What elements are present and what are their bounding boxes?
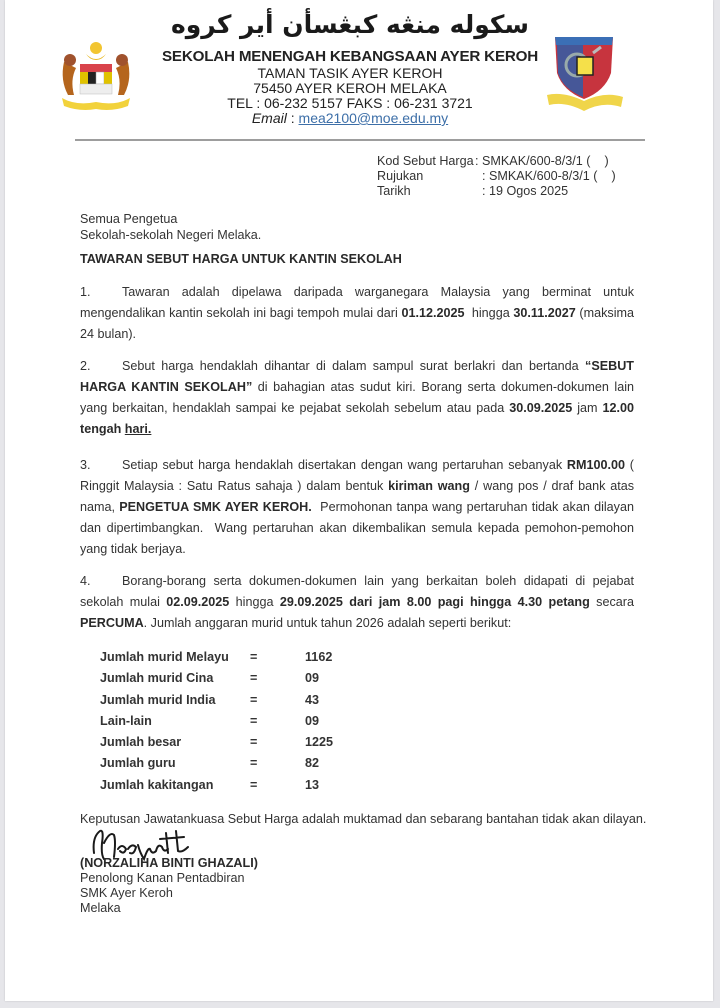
enrolment-table bbox=[100, 650, 365, 799]
row-value: 82 bbox=[305, 756, 320, 771]
text: jam bbox=[572, 401, 603, 415]
row-value: 13 bbox=[305, 777, 320, 792]
row-value: 1162 bbox=[305, 650, 333, 664]
paragraph-1 bbox=[80, 282, 634, 345]
header-divider bbox=[75, 139, 645, 141]
reference-label: Rujukan bbox=[377, 169, 424, 183]
address-line-2: 75450 AYER KEROH MELAKA bbox=[253, 80, 447, 96]
text: Tawaran adalah dipelawa daripada warganegara Malaysia yang berminat untuk mengendalikan kantin sekolah ini bagi tempoh mulai dari bbox=[80, 285, 634, 320]
start-date: 01.12.2025 bbox=[401, 306, 465, 320]
closing-statement: Keputusan Jawatankuasa Sebut Harga adalah muktamad dan sebarang bantahan tidak akan dilayan. bbox=[80, 812, 647, 826]
text: hingga bbox=[464, 306, 514, 320]
text: hingga bbox=[229, 595, 280, 609]
paragraph-number: 1. bbox=[80, 285, 91, 299]
reference-row bbox=[377, 184, 568, 198]
text: . Jumlah anggaran murid untuk tahun 2026 adalah seperti berikut: bbox=[143, 616, 512, 630]
row-value: 43 bbox=[305, 692, 320, 707]
equals-sign: = bbox=[250, 713, 258, 728]
table-row bbox=[100, 671, 365, 692]
email-separator: : bbox=[286, 110, 299, 126]
email-label: Email bbox=[251, 110, 287, 126]
row-label: Jumlah murid Melayu bbox=[100, 650, 229, 664]
end-date: 30.11.2027 bbox=[513, 306, 576, 320]
recipient-line-1: Semua Pengetua bbox=[80, 212, 178, 226]
phone-fax-line: TEL : 06-232 5157 FAKS : 06-231 3721 bbox=[227, 95, 473, 111]
address-line-1: TAMAN TASIK AYER KEROH bbox=[257, 65, 443, 81]
text: Sebut harga hendaklah dihantar di dalam sampul surat berlakri dan bertanda bbox=[122, 359, 586, 373]
table-row bbox=[100, 735, 365, 756]
signatory-state: Melaka bbox=[80, 901, 121, 915]
text: / wang pos / draf bank atas nama, bbox=[80, 479, 635, 514]
signatory-name: (NORZALIHA BINTI GHAZALI) bbox=[80, 856, 258, 870]
reference-value: : 19 Ogos 2025 bbox=[475, 184, 569, 198]
text: Borang-borang serta dokumen-dokumen lain yang berkaitan boleh didapati di pejabat sekolah mulai bbox=[80, 574, 634, 609]
row-value: 09 bbox=[305, 713, 320, 728]
row-label: Jumlah besar bbox=[100, 735, 182, 750]
deposit-amount: RM100.00 bbox=[566, 458, 626, 472]
payee-name: PENGETUA SMK AYER KEROH. bbox=[119, 500, 312, 514]
envelope-label: “SEBUT HARGA KANTIN SEKOLAH” bbox=[80, 359, 634, 394]
table-row bbox=[100, 693, 365, 714]
row-label: Jumlah murid Cina bbox=[100, 671, 214, 686]
equals-sign: = bbox=[250, 650, 258, 664]
text: (maksima 24 bulan). bbox=[80, 306, 634, 341]
reference-value: : SMKAK/600-8/3/1 ( ) bbox=[475, 154, 609, 168]
reference-label: Tarikh bbox=[377, 184, 411, 198]
deadline-time-suffix: hari. bbox=[124, 422, 152, 436]
text: Permohonan tanpa wang pertaruhan tidak akan dilayan dan dipertimbangkan. Wang pertaruhan akan dikembalikan semula kepada pemohon-pemohon yang tidak berjaya. bbox=[80, 500, 638, 556]
table-row bbox=[100, 756, 365, 777]
paragraph-4 bbox=[80, 571, 634, 634]
row-value: 09 bbox=[305, 671, 320, 686]
school-name-jawi: سكوله منڠه كبڠسأن أير كروه bbox=[170, 10, 530, 39]
reference-value: : SMKAK/600-8/3/1 ( ) bbox=[475, 169, 616, 183]
deadline-time: 12.00 tengah bbox=[80, 401, 635, 436]
reference-label: Kod Sebut Harga bbox=[377, 154, 474, 168]
signatory-school: SMK Ayer Keroh bbox=[80, 886, 173, 900]
equals-sign: = bbox=[250, 692, 258, 707]
email-line bbox=[160, 110, 540, 126]
email-link[interactable]: mea2100@moe.edu.my bbox=[298, 110, 449, 126]
paragraph-number: 4. bbox=[80, 574, 91, 588]
school-name: SEKOLAH MENENGAH KEBANGSAAN AYER KEROH bbox=[161, 48, 539, 65]
text: secara bbox=[589, 595, 634, 609]
row-label: Jumlah murid India bbox=[100, 692, 216, 707]
paragraph-3 bbox=[80, 455, 638, 560]
reference-row bbox=[377, 169, 616, 183]
table-row bbox=[100, 778, 365, 799]
signatory-position: Penolong Kanan Pentadbiran bbox=[80, 871, 245, 885]
equals-sign: = bbox=[250, 671, 258, 686]
malaysia-coat-of-arms-icon bbox=[56, 40, 136, 115]
free-of-charge: PERCUMA bbox=[80, 616, 144, 630]
text: di bahagian atas sudut kiri. Borang serta dokumen-dokumen lain yang berkaitan, hendaklah sampai ke pejabat sekolah sebelum atau pada bbox=[80, 380, 634, 415]
payment-method: kiriman wang bbox=[388, 479, 470, 493]
equals-sign: = bbox=[250, 756, 258, 771]
row-label: Jumlah kakitangan bbox=[100, 777, 214, 792]
reference-row bbox=[377, 154, 609, 168]
row-label: Lain-lain bbox=[100, 713, 152, 728]
equals-sign: = bbox=[250, 777, 258, 792]
paragraph-number: 2. bbox=[80, 359, 91, 373]
paragraph-2 bbox=[80, 356, 634, 440]
row-value: 1225 bbox=[305, 735, 334, 750]
form-start-date: 02.09.2025 bbox=[166, 595, 230, 609]
paragraph-number: 3. bbox=[80, 458, 91, 472]
table-row bbox=[100, 650, 365, 671]
recipient-line-2: Sekolah-sekolah Negeri Melaka. bbox=[80, 228, 262, 242]
equals-sign: = bbox=[250, 735, 258, 750]
row-label: Jumlah guru bbox=[100, 756, 176, 771]
deadline-date: 30.09.2025 bbox=[509, 401, 573, 415]
text: ( Ringgit Malaysia : Satu Ratus sahaja ) dalam bentuk bbox=[80, 458, 634, 493]
text: Setiap sebut harga hendaklah disertakan dengan wang pertaruhan sebanyak bbox=[122, 458, 567, 472]
table-row bbox=[100, 714, 365, 735]
letter-title: TAWARAN SEBUT HARGA UNTUK KANTIN SEKOLAH bbox=[80, 252, 402, 266]
school-crest-icon bbox=[543, 33, 626, 113]
form-end-date-hours: 29.09.2025 dari jam 8.00 pagi hingga 4.30 petang bbox=[279, 595, 590, 609]
